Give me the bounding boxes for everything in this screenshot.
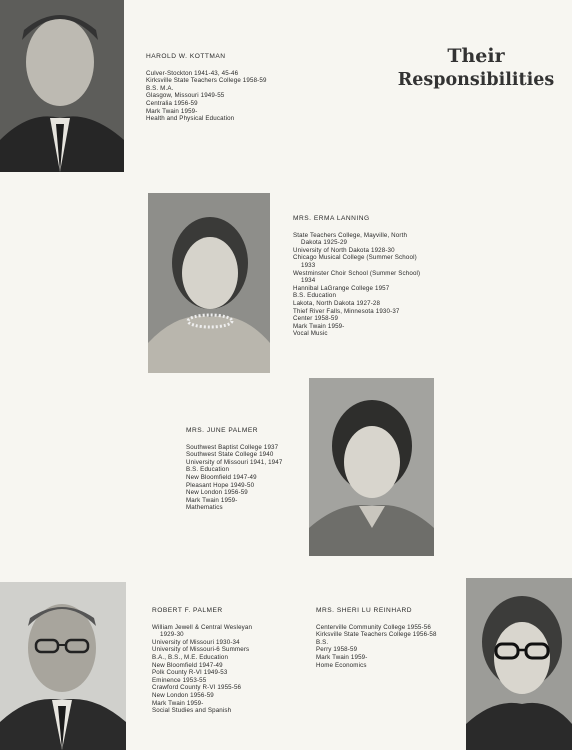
bio-line: Pleasant Hope 1949-50 — [186, 481, 255, 489]
bio-line: B.S. Education — [186, 466, 230, 474]
bio-line: New London 1956-59 — [186, 489, 248, 497]
bio-line: Mark Twain 1959- — [316, 653, 368, 661]
bio-line: New Bloomfield 1947-49 — [186, 473, 257, 481]
portrait-photo-june-palmer — [309, 378, 434, 556]
bio-line: Glasgow, Missouri 1949-55 — [146, 92, 225, 100]
bio-june-palmer — [186, 427, 282, 512]
bio-reinhard — [316, 607, 437, 669]
portrait-photo-kottman — [0, 0, 124, 172]
bio-lanning — [293, 215, 420, 338]
bio-line: Polk County R-VI 1949-53 — [152, 669, 228, 677]
portrait-photo-robert-palmer — [0, 582, 126, 750]
bio-line: Culver-Stockton 1941-43, 45-46 — [146, 69, 239, 77]
bio-line: Centralia 1956-59 — [146, 99, 198, 107]
bio-line: B.S. Education — [293, 292, 337, 300]
faculty-name: MRS. ERMA LANNING — [293, 215, 370, 222]
bio-line: University of Missouri 1930-34 — [152, 638, 240, 646]
bio-line: Mark Twain 1959- — [293, 322, 345, 330]
bio-line: Health and Physical Education — [146, 115, 235, 123]
bio-line: Mathematics — [186, 504, 223, 512]
bio-line: Crawford County R-VI 1955-56 — [152, 684, 242, 692]
bio-line: Perry 1958-59 — [316, 646, 358, 654]
faculty-name: ROBERT F. PALMER — [152, 607, 223, 614]
bio-line: 1933 — [301, 261, 316, 269]
page-heading — [396, 44, 556, 92]
portrait-photo-lanning — [148, 193, 270, 373]
bio-line: Kirksville State Teachers College 1958-59 — [146, 77, 267, 85]
bio-line: Mark Twain 1959- — [152, 699, 204, 707]
bio-line: Center 1958-59 — [293, 315, 339, 323]
bio-line: Mark Twain 1959- — [186, 496, 238, 504]
bio-line: New Bloomfield 1947-49 — [152, 661, 223, 669]
heading-line-2: Responsibilities — [397, 70, 555, 90]
bio-line: New London 1956-59 — [152, 691, 214, 699]
bio-kottman — [146, 53, 267, 123]
bio-line: Home Economics — [316, 661, 367, 669]
bio-line: Kirksville State Teachers College 1956-58 — [316, 631, 437, 639]
bio-line: Lakota, North Dakota 1927-28 — [293, 299, 381, 307]
heading-line-1: Their — [447, 45, 505, 67]
bio-line: Centerville Community College 1955-56 — [316, 623, 431, 631]
bio-line: Southwest State College 1940 — [186, 451, 274, 459]
bio-line: Thief River Falls, Minnesota 1930-37 — [293, 307, 400, 315]
bio-line: University of Missouri-6 Summers — [152, 646, 250, 654]
bio-line: Eminence 1953-55 — [152, 676, 207, 684]
bio-line: William Jewell & Central Wesleyan — [152, 623, 253, 631]
bio-line: B.S. M.A. — [146, 84, 174, 92]
bio-line: Dakota 1925-29 — [301, 239, 348, 247]
bio-line: Hannibal LaGrange College 1957 — [293, 284, 390, 292]
bio-line: B.S. — [316, 638, 329, 646]
bio-robert-palmer — [152, 607, 252, 715]
bio-line: University of Missouri 1941, 1947 — [186, 458, 283, 466]
bio-line: 1934 — [301, 277, 316, 285]
bio-line: Vocal Music — [293, 330, 328, 338]
bio-line: Chicago Musical College (Summer School) — [293, 254, 417, 262]
faculty-name: HAROLD W. KOTTMAN — [146, 53, 226, 60]
portrait-photo-reinhard — [466, 578, 572, 750]
bio-line: University of North Dakota 1928-30 — [293, 246, 395, 254]
bio-line: State Teachers College, Mayville, North — [293, 231, 408, 239]
faculty-name: MRS. JUNE PALMER — [186, 427, 258, 434]
bio-line: Southwest Baptist College 1937 — [186, 443, 279, 451]
bio-line: 1929-30 — [160, 631, 184, 639]
bio-line: Westminster Choir School (Summer School) — [293, 269, 421, 277]
bio-line: Social Studies and Spanish — [152, 707, 232, 715]
bio-line: Mark Twain 1959- — [146, 107, 198, 115]
faculty-name: MRS. SHERI LU REINHARD — [316, 607, 412, 614]
bio-line: B.A., B.S., M.E. Education — [152, 653, 229, 661]
